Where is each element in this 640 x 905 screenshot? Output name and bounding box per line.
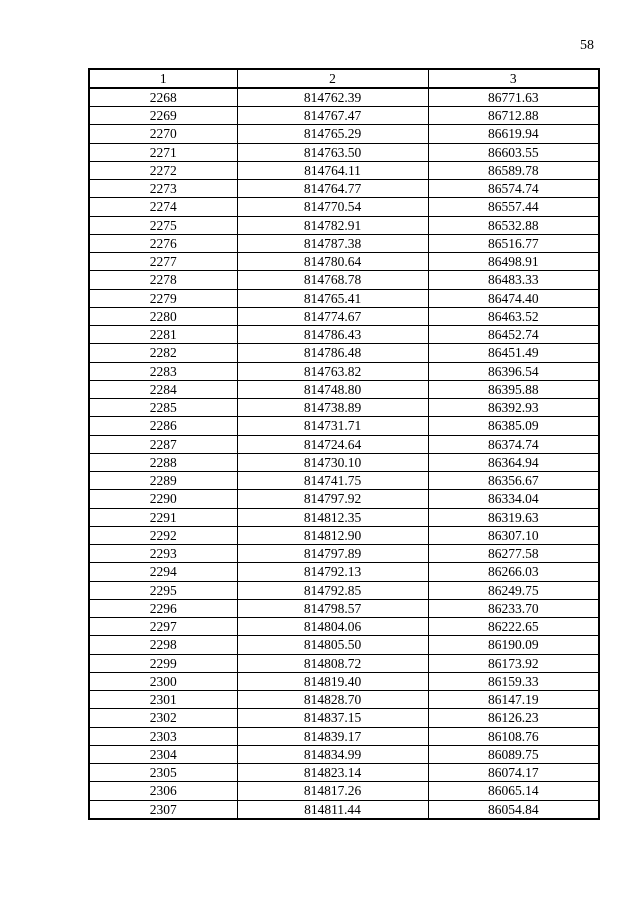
table-cell: 86065.14 — [428, 782, 599, 800]
table-row — [89, 125, 599, 143]
table-row — [89, 472, 599, 490]
table-cell: 86334.04 — [428, 490, 599, 508]
table-cell: 814768.78 — [237, 271, 428, 289]
table-row — [89, 399, 599, 417]
table-cell: 2286 — [89, 417, 237, 435]
table-cell: 86319.63 — [428, 508, 599, 526]
table-row — [89, 727, 599, 745]
table-header — [89, 69, 599, 88]
table-cell: 2302 — [89, 709, 237, 727]
table-cell: 2272 — [89, 161, 237, 179]
table-cell: 86395.88 — [428, 380, 599, 398]
table-cell: 814797.89 — [237, 545, 428, 563]
table-cell: 814770.54 — [237, 198, 428, 216]
table-cell: 86277.58 — [428, 545, 599, 563]
table-cell: 814774.67 — [237, 307, 428, 325]
table-cell: 814798.57 — [237, 599, 428, 617]
table-cell: 86356.67 — [428, 472, 599, 490]
table-cell: 2290 — [89, 490, 237, 508]
table-cell: 2307 — [89, 800, 237, 819]
table-row — [89, 691, 599, 709]
table-cell: 814837.15 — [237, 709, 428, 727]
table-row — [89, 198, 599, 216]
table-row — [89, 180, 599, 198]
table-cell: 814811.44 — [237, 800, 428, 819]
table-cell: 2303 — [89, 727, 237, 745]
table-cell: 86190.09 — [428, 636, 599, 654]
table-row — [89, 581, 599, 599]
table-cell: 86108.76 — [428, 727, 599, 745]
table-cell: 2276 — [89, 234, 237, 252]
table-row — [89, 563, 599, 581]
table-cell: 2285 — [89, 399, 237, 417]
table-cell: 814834.99 — [237, 745, 428, 763]
table-cell: 814812.35 — [237, 508, 428, 526]
table-row — [89, 362, 599, 380]
table-row — [89, 271, 599, 289]
table-cell: 814764.11 — [237, 161, 428, 179]
table-row — [89, 88, 599, 107]
table-cell: 2269 — [89, 107, 237, 125]
table-cell: 2294 — [89, 563, 237, 581]
table-cell: 814808.72 — [237, 654, 428, 672]
table-cell: 2299 — [89, 654, 237, 672]
table-row — [89, 490, 599, 508]
table-cell: 2301 — [89, 691, 237, 709]
table-cell: 86498.91 — [428, 253, 599, 271]
table-cell: 86619.94 — [428, 125, 599, 143]
table-cell: 2298 — [89, 636, 237, 654]
table-cell: 2270 — [89, 125, 237, 143]
table-cell: 2293 — [89, 545, 237, 563]
table-cell: 86126.23 — [428, 709, 599, 727]
table-row — [89, 618, 599, 636]
column-header: 3 — [428, 69, 599, 88]
table-row — [89, 764, 599, 782]
table-cell: 86463.52 — [428, 307, 599, 325]
table-cell: 814792.85 — [237, 581, 428, 599]
table-cell: 86603.55 — [428, 143, 599, 161]
table-row — [89, 599, 599, 617]
table-cell: 814817.26 — [237, 782, 428, 800]
table-cell: 2271 — [89, 143, 237, 161]
table-cell: 86385.09 — [428, 417, 599, 435]
table-row — [89, 216, 599, 234]
table-cell: 814724.64 — [237, 435, 428, 453]
table-cell: 814839.17 — [237, 727, 428, 745]
table-row — [89, 143, 599, 161]
table-row — [89, 782, 599, 800]
table-cell: 2291 — [89, 508, 237, 526]
table-cell: 86307.10 — [428, 526, 599, 544]
table-row — [89, 344, 599, 362]
table-cell: 814786.43 — [237, 326, 428, 344]
table-cell: 814767.47 — [237, 107, 428, 125]
table-cell: 86159.33 — [428, 672, 599, 690]
table-cell: 86173.92 — [428, 654, 599, 672]
table-cell: 86452.74 — [428, 326, 599, 344]
table-row — [89, 672, 599, 690]
table-row — [89, 161, 599, 179]
table-cell: 86089.75 — [428, 745, 599, 763]
table-cell: 814765.41 — [237, 289, 428, 307]
table-cell: 86392.93 — [428, 399, 599, 417]
table-cell: 814730.10 — [237, 453, 428, 471]
table-cell: 86054.84 — [428, 800, 599, 819]
table-cell: 814762.39 — [237, 88, 428, 107]
table-cell: 814763.82 — [237, 362, 428, 380]
table-cell: 2268 — [89, 88, 237, 107]
table-cell: 814828.70 — [237, 691, 428, 709]
table-row — [89, 417, 599, 435]
table-cell: 86266.03 — [428, 563, 599, 581]
table-cell: 2300 — [89, 672, 237, 690]
table-row — [89, 380, 599, 398]
table-cell: 2279 — [89, 289, 237, 307]
table-row — [89, 234, 599, 252]
table-cell: 86574.74 — [428, 180, 599, 198]
table-cell: 86233.70 — [428, 599, 599, 617]
table-row — [89, 508, 599, 526]
column-header: 1 — [89, 69, 237, 88]
table-cell: 86532.88 — [428, 216, 599, 234]
table-row — [89, 800, 599, 819]
table-cell: 814812.90 — [237, 526, 428, 544]
table-cell: 814741.75 — [237, 472, 428, 490]
table-row — [89, 545, 599, 563]
table-cell: 2304 — [89, 745, 237, 763]
table-row — [89, 253, 599, 271]
table-row — [89, 107, 599, 125]
table-cell: 2281 — [89, 326, 237, 344]
table-row — [89, 636, 599, 654]
table-row — [89, 307, 599, 325]
page-number: 58 — [580, 38, 594, 53]
table-cell: 2288 — [89, 453, 237, 471]
table-cell: 2277 — [89, 253, 237, 271]
table-row — [89, 326, 599, 344]
table-cell: 814804.06 — [237, 618, 428, 636]
table-cell: 2280 — [89, 307, 237, 325]
table-cell: 814763.50 — [237, 143, 428, 161]
table-cell: 86474.40 — [428, 289, 599, 307]
table-cell: 86374.74 — [428, 435, 599, 453]
table-cell: 814780.64 — [237, 253, 428, 271]
table-cell: 86147.19 — [428, 691, 599, 709]
table-cell: 86249.75 — [428, 581, 599, 599]
coordinates-table — [88, 68, 600, 820]
table-cell: 814805.50 — [237, 636, 428, 654]
table-cell: 2273 — [89, 180, 237, 198]
table-cell: 86516.77 — [428, 234, 599, 252]
table-cell: 2274 — [89, 198, 237, 216]
table-cell: 814786.48 — [237, 344, 428, 362]
table-cell: 814787.38 — [237, 234, 428, 252]
table-cell: 814782.91 — [237, 216, 428, 234]
table-cell: 814765.29 — [237, 125, 428, 143]
table-row — [89, 526, 599, 544]
table-cell: 86771.63 — [428, 88, 599, 107]
table-row — [89, 654, 599, 672]
table-cell: 86712.88 — [428, 107, 599, 125]
table-cell: 2292 — [89, 526, 237, 544]
table-cell: 86451.49 — [428, 344, 599, 362]
table-cell: 86589.78 — [428, 161, 599, 179]
table-cell: 86483.33 — [428, 271, 599, 289]
table-cell: 2297 — [89, 618, 237, 636]
table-cell: 814738.89 — [237, 399, 428, 417]
table-row — [89, 709, 599, 727]
table-cell: 2283 — [89, 362, 237, 380]
table-cell: 2306 — [89, 782, 237, 800]
table-cell: 2296 — [89, 599, 237, 617]
table-cell: 2275 — [89, 216, 237, 234]
table-row — [89, 453, 599, 471]
table-cell: 86396.54 — [428, 362, 599, 380]
table-cell: 814764.77 — [237, 180, 428, 198]
table-cell: 814819.40 — [237, 672, 428, 690]
table-cell: 814823.14 — [237, 764, 428, 782]
table-row — [89, 435, 599, 453]
table-cell: 2289 — [89, 472, 237, 490]
table-cell: 814792.13 — [237, 563, 428, 581]
table-cell: 2287 — [89, 435, 237, 453]
table-row — [89, 289, 599, 307]
table-cell: 2278 — [89, 271, 237, 289]
table-cell: 86364.94 — [428, 453, 599, 471]
table-cell: 86074.17 — [428, 764, 599, 782]
table-cell: 2282 — [89, 344, 237, 362]
table-body — [89, 88, 599, 819]
table-cell: 814731.71 — [237, 417, 428, 435]
table-cell: 814797.92 — [237, 490, 428, 508]
column-header: 2 — [237, 69, 428, 88]
table-cell: 814748.80 — [237, 380, 428, 398]
table-row — [89, 745, 599, 763]
table-cell: 2295 — [89, 581, 237, 599]
table-cell: 2305 — [89, 764, 237, 782]
table-cell: 86557.44 — [428, 198, 599, 216]
table-cell: 86222.65 — [428, 618, 599, 636]
table-cell: 2284 — [89, 380, 237, 398]
header-row — [89, 69, 599, 88]
